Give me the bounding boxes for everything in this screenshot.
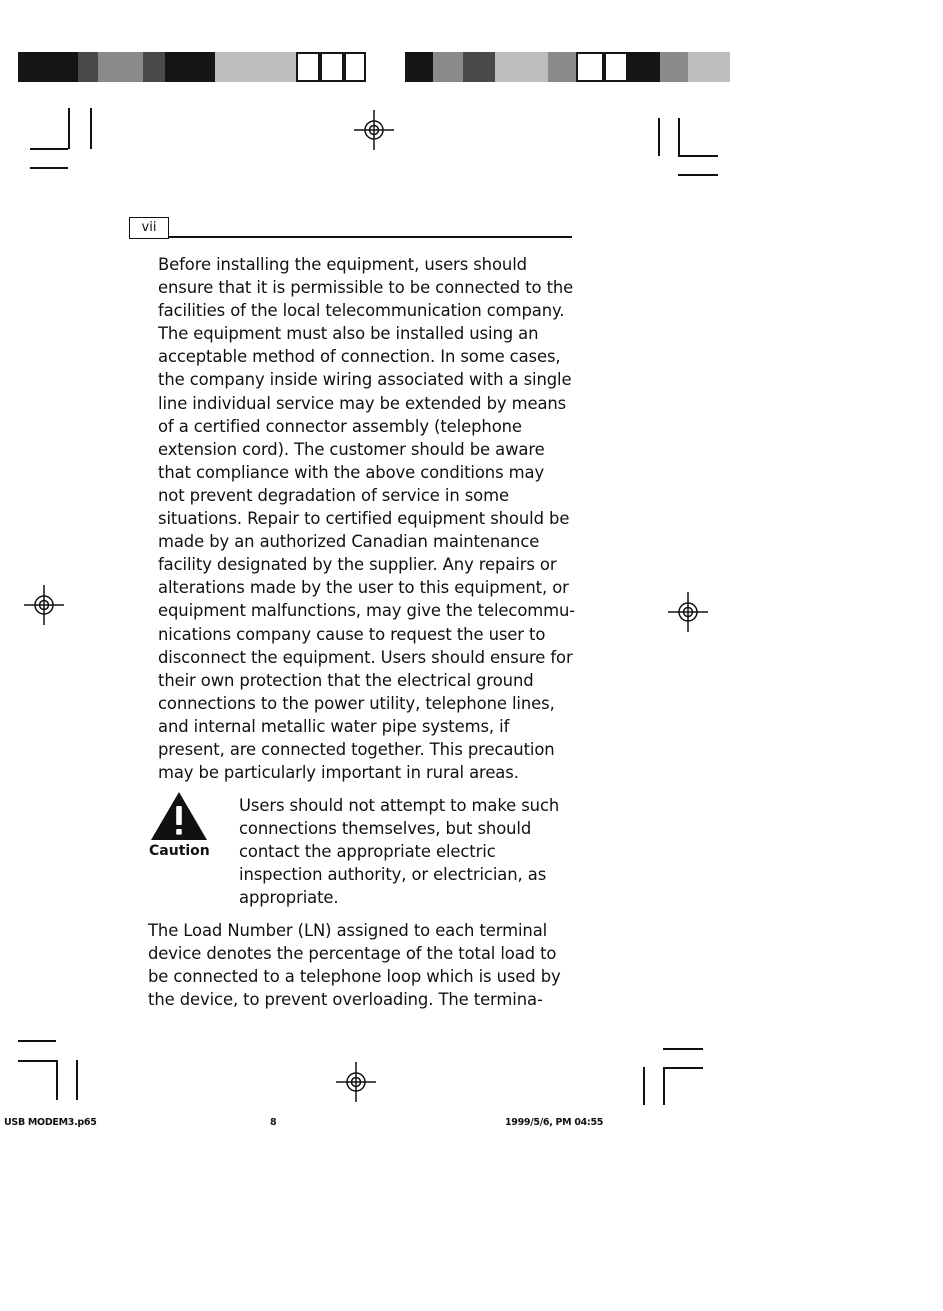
- text-line: of a certified connector assembly (telephone: [158, 416, 522, 436]
- registration-crosshair-icon: [354, 110, 394, 150]
- text-line: Before installing the equipment, users should: [158, 255, 527, 274]
- footer-filename: USB MODEM3.p65: [4, 1117, 97, 1128]
- text-line: and internal metallic water pipe systems, if: [158, 716, 510, 736]
- header-rule: [169, 236, 572, 238]
- page-number: vii: [129, 217, 169, 239]
- registration-crosshair-icon: [24, 585, 64, 625]
- text-line: the device, to prevent overloading. The termina-: [148, 990, 543, 1010]
- text-line: connections themselves, but should: [239, 819, 532, 839]
- text-line: ensure that it is permissible to be connected to the: [158, 278, 574, 298]
- footer-sheet: 8: [270, 1117, 277, 1128]
- text-line: The Load Number (LN) assigned to each terminal: [148, 921, 548, 940]
- text-line: situations. Repair to certified equipment should be: [158, 509, 570, 529]
- text-line: Users should not attempt to make such: [239, 796, 560, 815]
- registration-bar-left: [18, 52, 366, 82]
- caution-text: [239, 794, 559, 909]
- text-line: appropriate.: [239, 888, 339, 908]
- registration-crosshair-icon: [668, 592, 708, 632]
- text-line: their own protection that the electrical ground: [158, 670, 534, 690]
- text-line: contact the appropriate electric: [239, 842, 496, 862]
- text-line: that compliance with the above conditions may: [158, 462, 545, 482]
- footer-timestamp: 1999/5/6, PM 04:55: [505, 1117, 604, 1128]
- text-line: disconnect the equipment. Users should ensure for: [158, 647, 573, 667]
- text-line: may be particularly important in rural areas.: [158, 763, 519, 783]
- text-line: equipment malfunctions, may give the telecommu-: [158, 601, 576, 621]
- text-line: be connected to a telephone loop which is used by: [148, 967, 561, 987]
- body-paragraph: [158, 253, 575, 784]
- text-line: alterations made by the user to this equipment, or: [158, 578, 569, 598]
- text-line: inspection authority, or electrician, as: [239, 865, 547, 885]
- text-line: made by an authorized Canadian maintenance: [158, 532, 540, 552]
- text-line: the company inside wiring associated with a single: [158, 370, 572, 390]
- caution-label: Caution: [149, 843, 210, 859]
- text-line: nications company cause to request the user to: [158, 624, 546, 644]
- text-line: connections to the power utility, telephone lines,: [158, 693, 555, 713]
- text-line: device denotes the percentage of the total load to: [148, 944, 557, 964]
- text-line: facilities of the local telecommunication company.: [158, 301, 565, 321]
- text-line: extension cord). The customer should be aware: [158, 439, 545, 459]
- registration-crosshair-icon: [336, 1062, 376, 1102]
- text-line: not prevent degradation of service in some: [158, 485, 509, 505]
- load-number-paragraph: [148, 919, 561, 1011]
- text-line: present, are connected together. This precaution: [158, 739, 555, 759]
- text-line: acceptable method of connection. In some cases,: [158, 347, 561, 367]
- text-line: facility designated by the supplier. Any repairs or: [158, 555, 557, 575]
- text-line: line individual service may be extended by means: [158, 393, 567, 413]
- text-line: The equipment must also be installed using an: [158, 324, 539, 344]
- registration-bar-right: [405, 52, 730, 82]
- warning-triangle-icon: [149, 790, 209, 842]
